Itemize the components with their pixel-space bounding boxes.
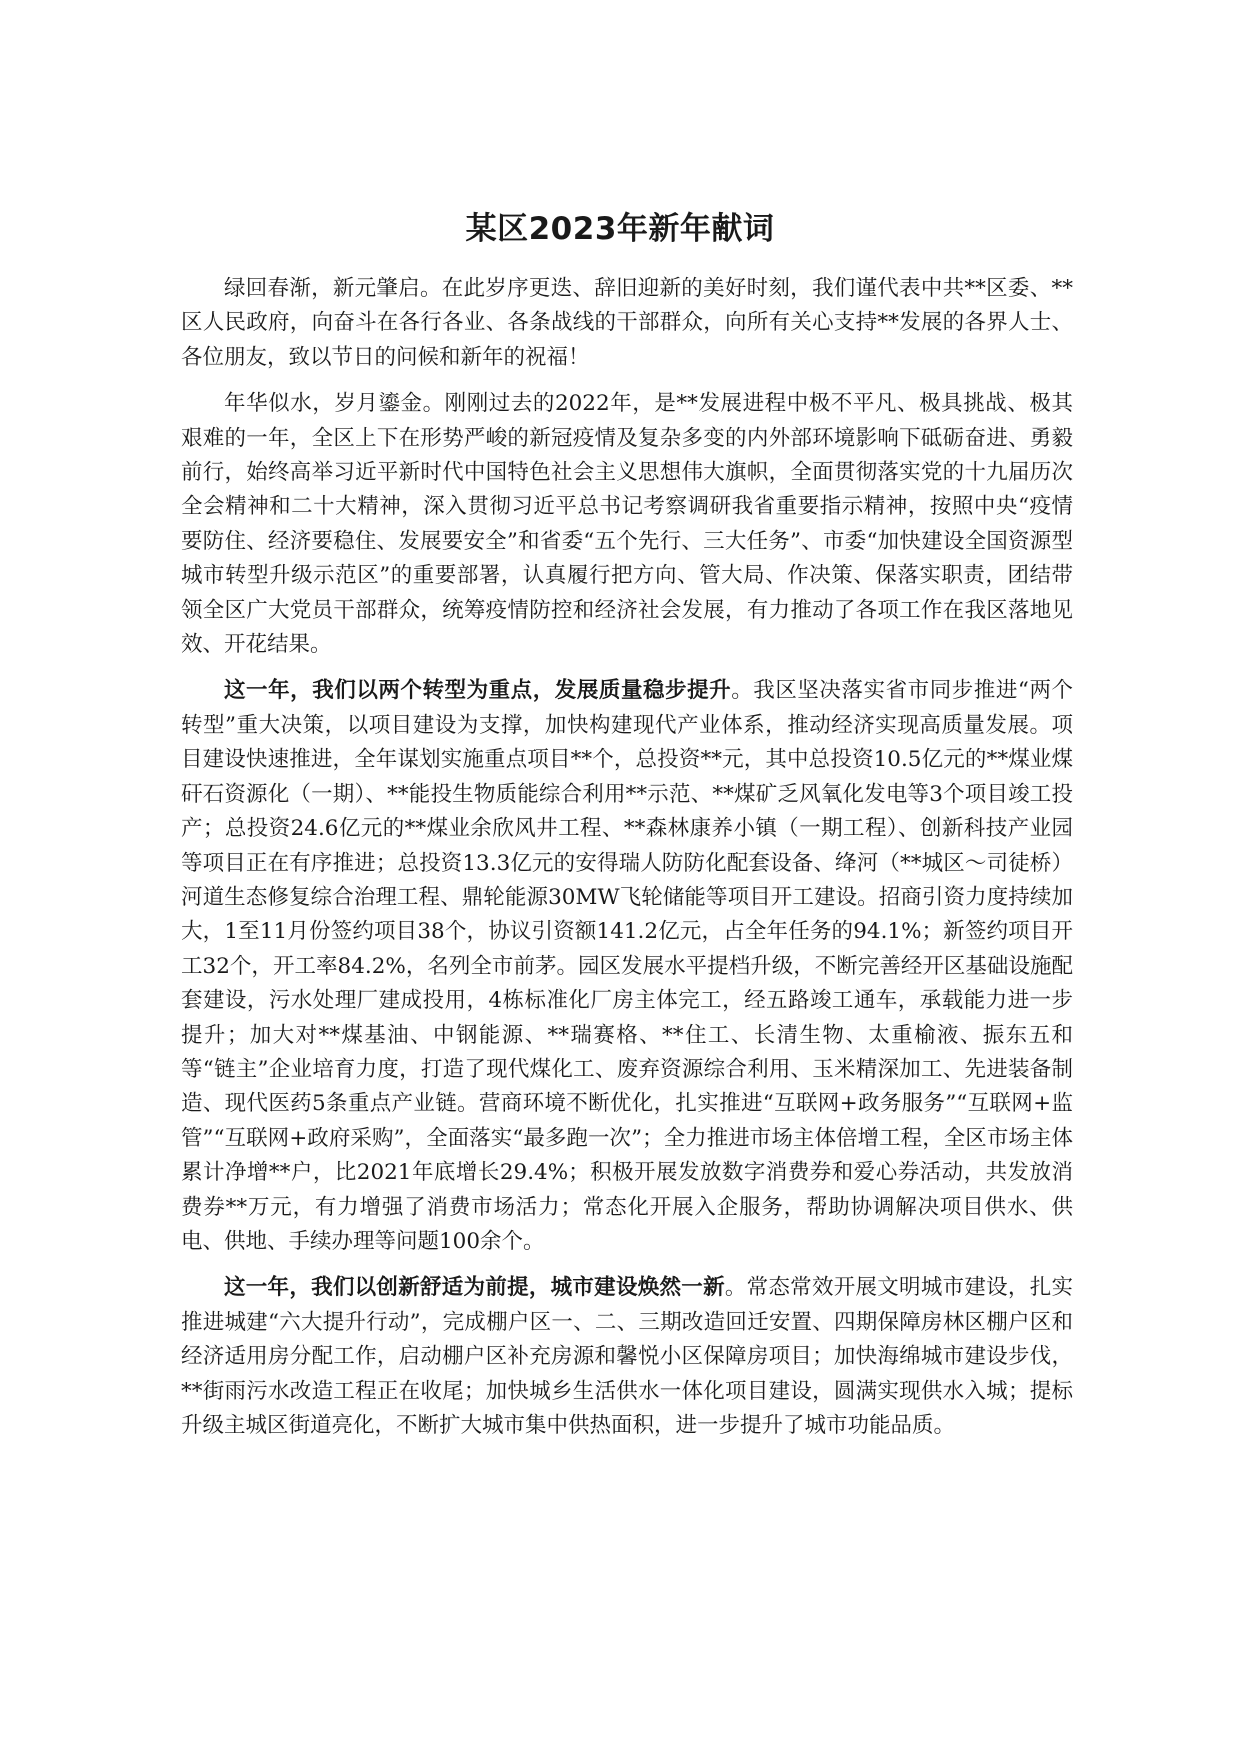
paragraph-review-2022 — [181, 387, 1073, 662]
paragraph-text: 。常态常效开展文明城市建设，扎实推进城建“六大提升行动”，完成棚户区一、二、三期改造回迁安置、四期保障房林区棚户区和经济适用房分配工作，启动棚户区补充房源和馨悦小区保障房项目；加快海绵城市建设步伐，**街雨污水改造工程正在收尾；加快城乡生活供水一体化项目建设，圆满实现供水入城；提标升级主城区街道亮化，不断扩大城市集中供热面积，进一步提升了城市功能品质。 — [181, 1275, 1073, 1438]
document-body — [181, 272, 1073, 1455]
paragraph-text: 年华似水，岁月鎏金。刚刚过去的2022年，是**发展进程中极不平凡、极具挑战、极其艰难的一年，全区上下在形势严峻的新冠疫情及复杂多变的内外部环境影响下砥砺奋进、勇毅前行，始终高举习近平新时代中国特色社会主义思想伟大旗帜，全面贯彻落实党的十九届历次全会精神和二十大精神，深入贯彻习近平总书记考察调研我省重要指示精神，按照中央“疫情要防住、经济要稳住、发展要安全”和省委“五个先行、三大任务”、市委“加快建设全国资源型城市转型升级示范区”的重要部署，认真履行把方向、管大局、作决策、保落实职责，团结带领全区广大党员干部群众，统筹疫情防控和经济社会发展，有力推动了各项工作在我区落地见效、开花结果。 — [181, 391, 1073, 658]
document-title: 某区2023年新年献词 — [465, 211, 775, 247]
paragraph-lead-heading: 这一年，我们以创新舒适为前提，城市建设焕然一新 — [224, 1275, 725, 1301]
paragraph-lead-heading: 这一年，我们以两个转型为重点，发展质量稳步提升 — [224, 678, 732, 704]
paragraph-greeting — [181, 272, 1073, 375]
paragraph-urban-construction — [181, 1271, 1073, 1443]
paragraph-text: 。我区坚决落实省市同步推进“两个转型”重大决策，以项目建设为支撑，加快构建现代产业体系，推动经济实现高质量发展。项目建设快速推进，全年谋划实施重点项目**个，总投资**元，其中总投资10.5亿元的**煤业煤矸石资源化（一期）、**能投生物质能综合利用**示范、**煤矿乏风氧化发电等3个项目竣工投产；总投资24.6亿元的**煤业余欣风井工程、**森林康养小镇（一期工程）、创新科技产业园等项目正在有序推进；总投资13.3亿元的安得瑞人防防化配套设备、绛河（**城区～司徒桥）河道生态修复综合治理工程、鼎轮能源30MW飞轮储能等项目开工建设。招商引资力度持续加大，1至11月份签约项目38个，协议引资额141.2亿元，占全年任务的94.1%；新签约项目开工32个，开工率84.2%，名列全市前茅。园区发展水平提档升级，不断完善经开区基础设施配套建设，污水处理厂建成投用，4栋标准化厂房主体完工，经五路竣工通车，承载能力进一步提升；加大对**煤基油、中钢能源、**瑞赛格、**住工、长清生物、太重榆液、振东五和等“链主”企业培育力度，打造了现代煤化工、废弃资源综合利用、玉米精深加工、先进装备制造、现代医药5条重点产业链。营商环境不断优化，扎实推进“互联网+政务服务”“互联网+监管”“互联网+政府采购”，全面落实“最多跑一次”；全力推进市场主体倍增工程，全区市场主体累计净增**户，比2021年底增长29.4%；积极开展发放数字消费券和爱心券活动，共发放消费券**万元，有力增强了消费市场活力；常态化开展入企服务，帮助协调解决项目供水、供电、供地、手续办理等问题100余个。 — [181, 678, 1073, 1254]
paragraph-transformation — [181, 674, 1073, 1259]
paragraph-text: 绿回春渐，新元肇启。在此岁序更迭、辞旧迎新的美好时刻，我们谨代表中共**区委、**区人民政府，向奋斗在各行各业、各条战线的干部群众，向所有关心支持**发展的各界人士、各位朋友，致以节日的问候和新年的祝福！ — [181, 276, 1073, 370]
